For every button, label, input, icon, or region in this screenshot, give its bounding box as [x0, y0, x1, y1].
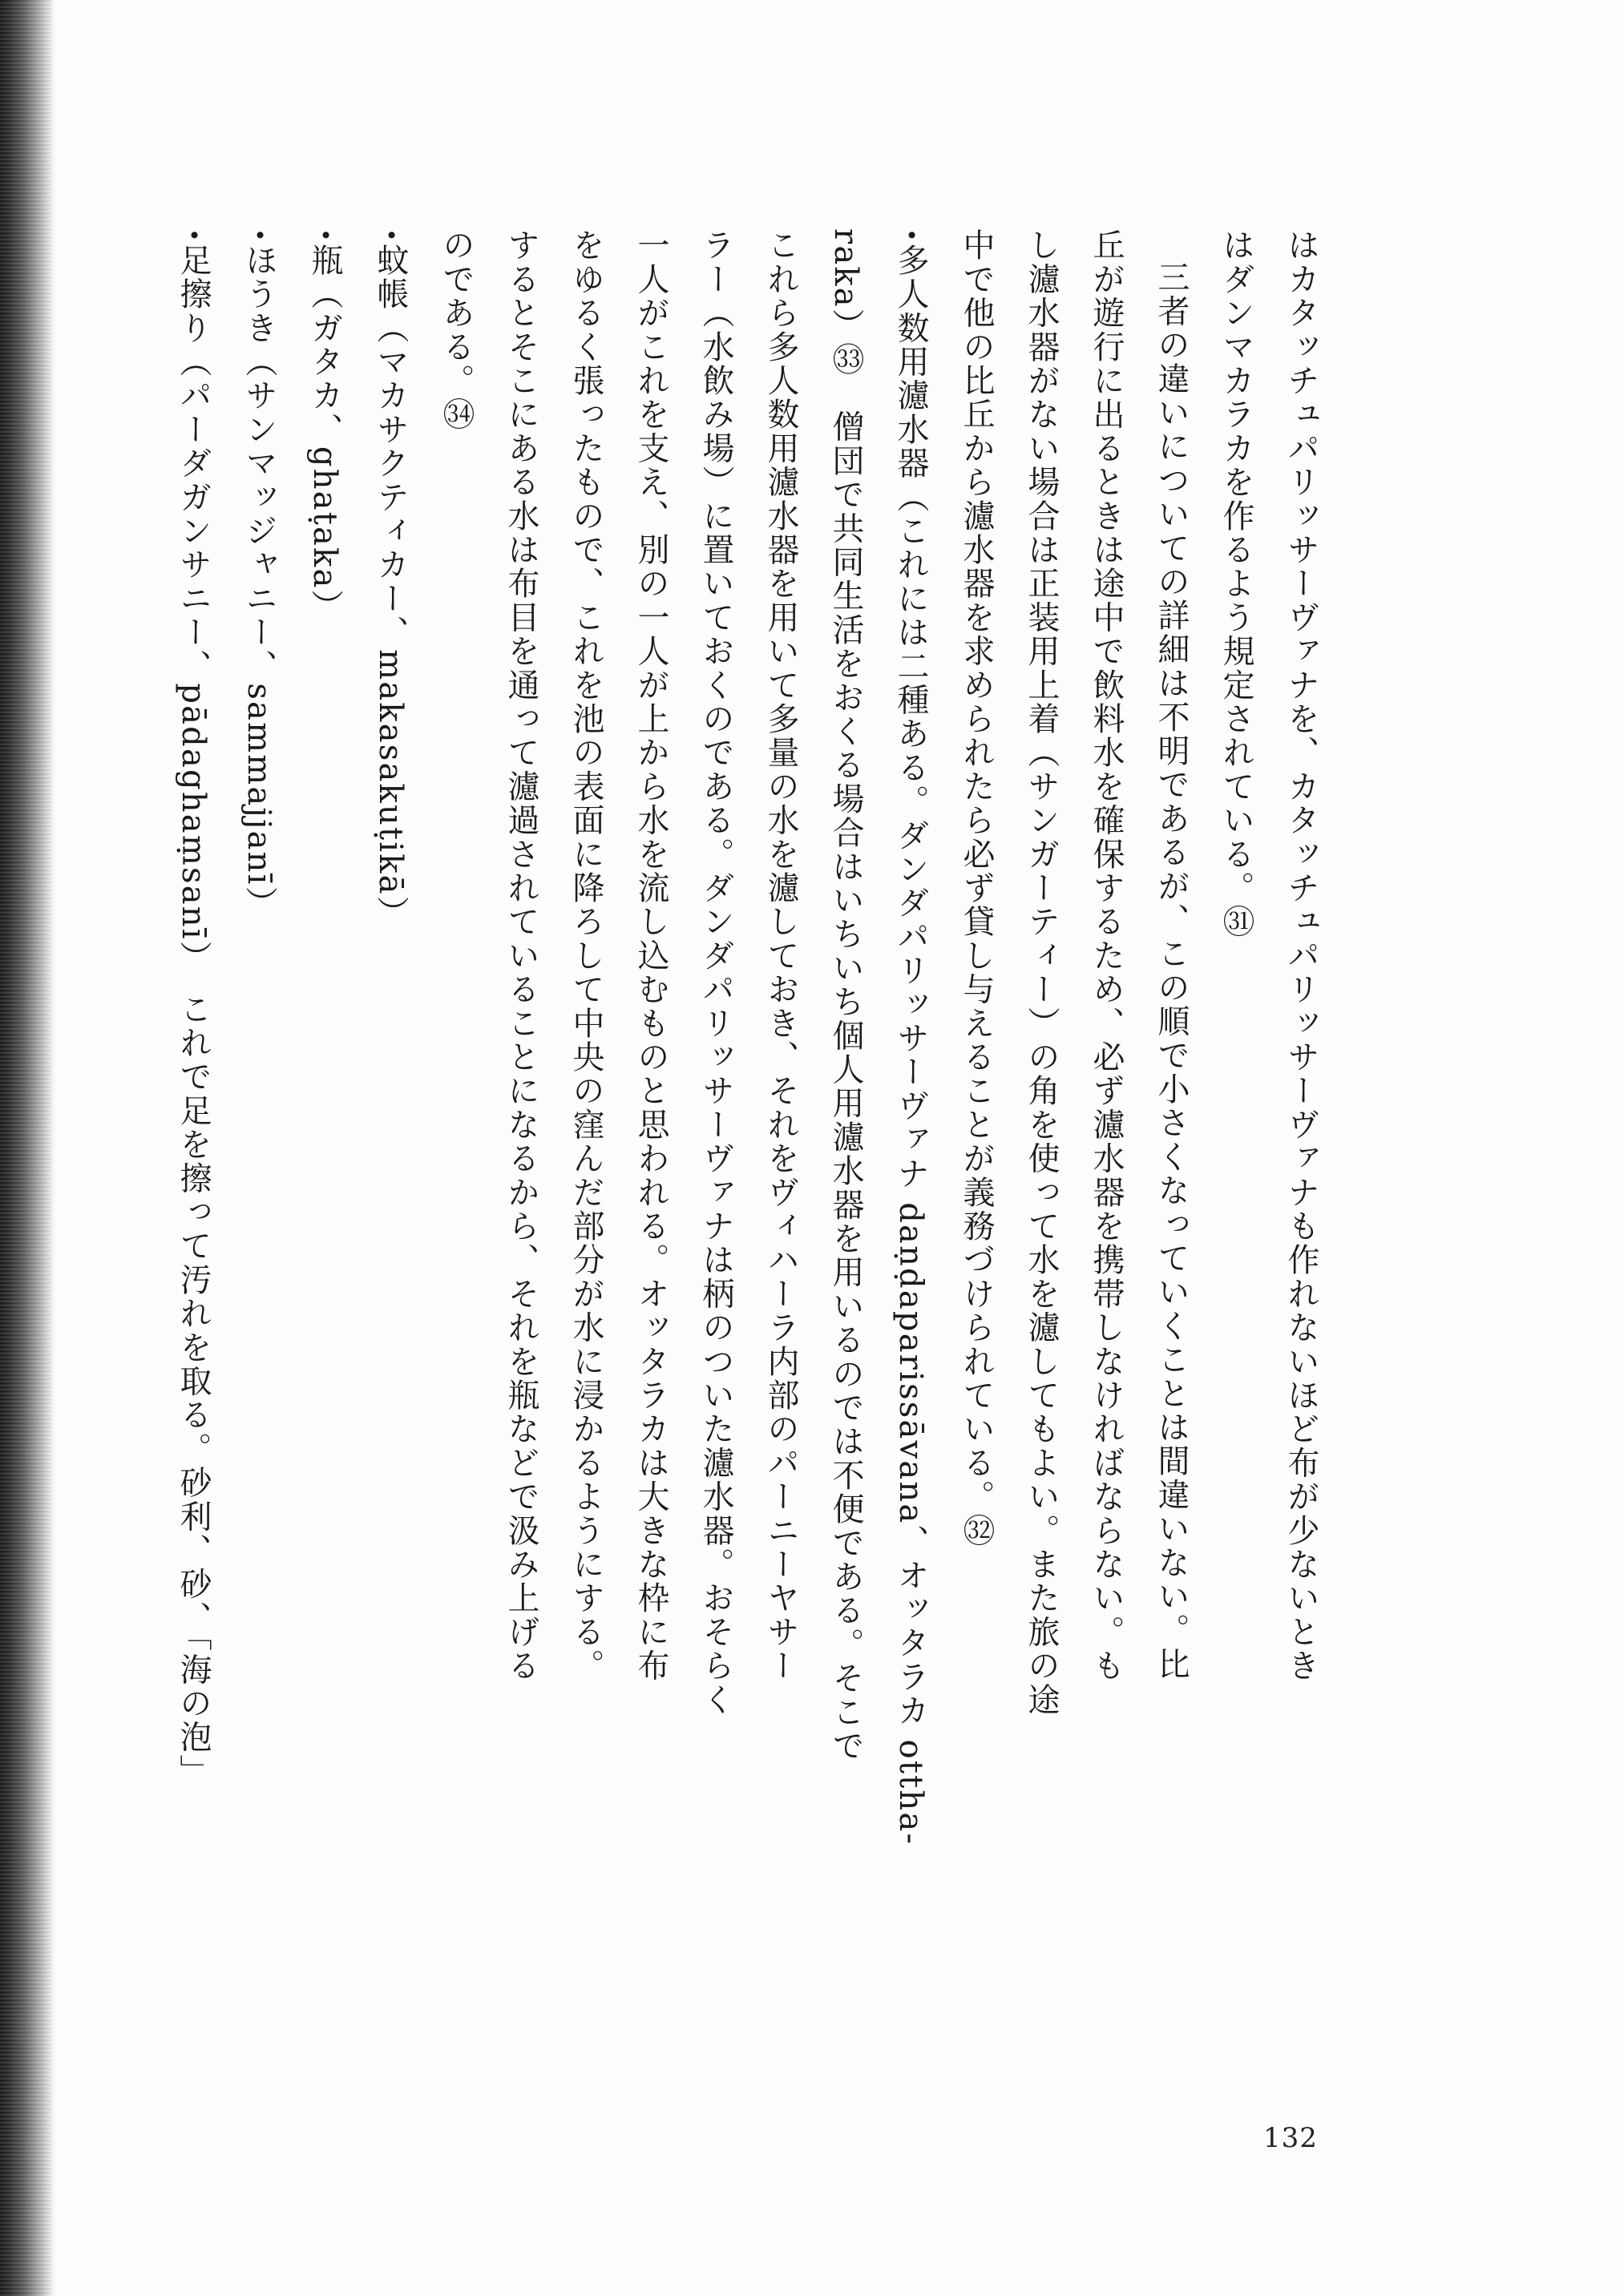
- bullet-item-text: 瓶（ガタカ、ghaṭaka）: [306, 243, 343, 623]
- text-column-09: これら多人数用濾水器を用いて多量の水を濾しておき、それをヴィハーラ内部のパーニーヤサー: [762, 228, 799, 1683]
- bullet-item-ashi-zuri: [160, 228, 226, 2024]
- bullet-item-bin: [292, 228, 358, 2024]
- bullet-marker: •: [378, 228, 404, 244]
- text-column-05: し濾水器がない場合は正装用上着（サンガーティー）の角を使って水を濾してもよい。また旅の途: [1023, 228, 1060, 1717]
- bullet-item-houki: [226, 228, 292, 2024]
- text-column-08: raka）㉝ 僧団で共同生活をおくる場合はいちいち個人用濾水器を用いるのでは不便である。そこで: [827, 228, 864, 1763]
- text-column-03: 三者の違いについての詳細は不明であるが、この順で小さくなっていくことは間違いない。比: [1153, 260, 1190, 1681]
- body-text: [160, 228, 1333, 2024]
- bullet-item-tanin-suyou-rosuiki: [878, 228, 943, 2024]
- bullet-item-text: 足擦り（パーダガンサニー、pādaghaṃsanī） これで足を擦って汚れを取る。砂利、砂、「海の泡」: [175, 243, 212, 1788]
- bullet-marker: •: [180, 228, 207, 244]
- bullet-item-text: 多人数用濾水器（これには二種ある。ダンダパリッサーヴァナ daṇḍaparissāvana、オッタラカ ottha-: [892, 243, 929, 1846]
- text-column-10: ラー（水飲み場）に置いておくのである。ダンダパリッサーヴァナは柄のついた濾水器。おそらく: [697, 228, 734, 1717]
- bullet-item-kaya: [358, 228, 423, 2024]
- text-column-06: 中で他の比丘から濾水器を求められたら必ず貸し与えることが義務づけられている。㉜: [958, 228, 995, 1547]
- bullet-marker: •: [898, 228, 924, 244]
- text-column-01: はカタッチュパリッサーヴァナを、カタッチュパリッサーヴァナも作れないほど布が少ないとき: [1283, 228, 1319, 1683]
- text-column-13: するとそこにある水は布目を通って濾過されていることになるから、それを瓶などで汲み上げる: [503, 228, 539, 1683]
- text-column-11: 一人がこれを支え、別の一人が上から水を流し込むものと思われる。オッタラカは大きな枠に布: [632, 228, 669, 1683]
- text-column-02: はダンマカラカを作るよう規定されている。㉛: [1218, 228, 1254, 939]
- text-column-04: 丘が遊行に出るときは途中で飲料水を確保するため、必ず濾水器を携帯しなければならない。も: [1088, 228, 1125, 1683]
- binding-scan-noise: [0, 0, 51, 2296]
- bullet-marker: •: [312, 228, 338, 244]
- bullet-item-text: ほうき（サンマッジャニー、sammajjanī）: [240, 243, 277, 920]
- bullet-marker: •: [246, 228, 273, 244]
- text-column-12: をゆるく張ったもので、これを池の表面に降ろして中央の窪んだ部分が水に浸かるようにする。: [568, 228, 604, 1683]
- bullet-item-text: 蚊帳（マカサクティカー、makasakuṭikā）: [372, 243, 409, 930]
- page-number: 132: [1263, 2122, 1318, 2154]
- text-column-14: のである。㉞: [438, 228, 475, 432]
